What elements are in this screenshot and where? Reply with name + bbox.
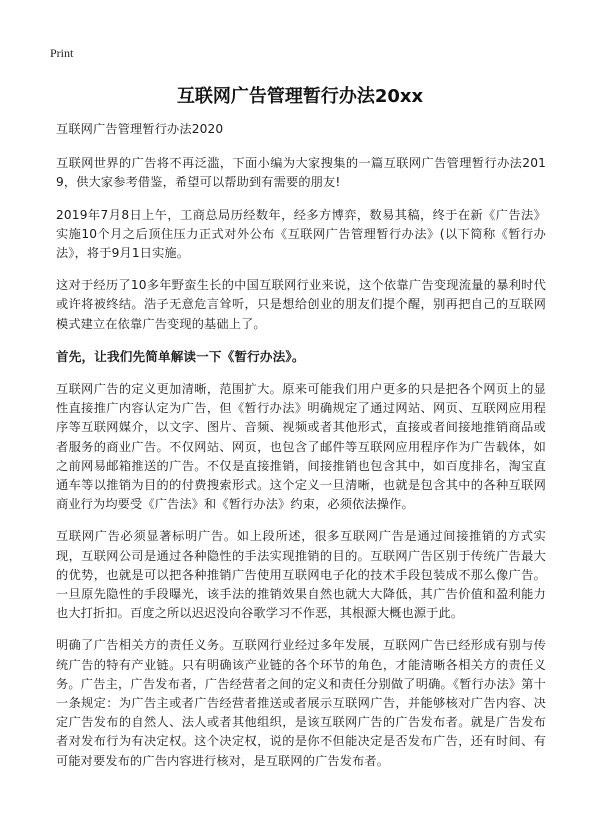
article-body <box>56 120 546 784</box>
definition-paragraph: 互联网广告的定义更加清晰，范围扩大。原来可能我们用户更多的只是把各个网页上的显性直接推广内容认定为广告，但《暂行办法》明确规定了通过网站、网页、互联网应用程序等互联网媒介，以文字、图片、音频、视频或者其他形式，直接或者间接地推销商品或者服务的商业广告。不仅网站、网页，也包含了邮件等互联网应用程序作为广告载体，如之前网易邮箱推送的广告。不仅是直接推销，间接推销也包含其中，如百度排名，淘宝直通车等以推销为目的的付费搜索形式。这个定义一旦清晰，也就是包含其中的各种互联网商业行为均要受《广告法》和《暂行办法》约束，必须依法操作。 <box>56 382 546 512</box>
labeling-paragraph: 互联网广告必须显著标明广告。如上段所述，很多互联网广告是通过间接推销的方式实现，互联网公司是通过各种隐性的手法实现推销的目的。互联网广告区别于传统广告最大的优势，也就是可以把各种推销广告使用互联网电子化的技术手段包装成不那么像广告。一旦原先隐性的手段曝光，该手法的推销效果自然也就大大降低，其广告价值和盈利能力也大打折扣。百度之所以迟迟没向谷歌学习不作恶，其根源大概也源于此。 <box>56 529 546 621</box>
page-title: 互联网广告管理暂行办法20xx <box>176 86 424 107</box>
announcement-paragraph: 2019年7月8日上午，工商总局历经数年，经多方博弈，数易其稿，终于在新《广告法》实施10个月之后顶住压力正式对外公布《互联网广告管理暂行办法》(以下简称《暂行办法》，将于9月1日实施。 <box>56 207 546 261</box>
article-subtitle: 互联网广告管理暂行办法2020 <box>56 122 224 136</box>
section-heading: 首先，让我们先简单解读一下《暂行办法》。 <box>56 348 305 364</box>
intro-paragraph: 互联网世界的广告将不再泛滥，下面小编为大家搜集的一篇互联网广告管理暂行办法2019，供大家参考借鉴，希望可以帮助到有需要的朋友! <box>56 156 546 190</box>
impact-paragraph: 这对于经历了10多年野蛮生长的中国互联网行业来说，这个依靠广告变现流量的暴利时代或许将被终结。浩子无意危言耸听，只是想给创业的朋友们提个醒，别再把自己的互联网模式建立在依靠广告变现的基础上了。 <box>56 278 546 331</box>
responsibility-paragraph: 明确了广告相关方的责任义务。互联网行业经过多年发展，互联网广告已经形成有别与传统广告的特有产业链。只有明确该产业链的各个环节的角色，才能清晰各相关方的责任义务。广告主，广告发布者，广告经营者之间的定义和责任分别做了明确。《暂行办法》第十一条规定：为广告主或者广告经营者推送或者展示互联网广告，并能够核对广告内容、决定广告发布的自然人、法人或者其他组织，是该互联网广告的广告发布者。就是广告发布者对发布行为有决定权。这个决定权，说的是你不但能决定是否发布广告，还有时间、有可能对要发布的广告内容进行核对，是互联网的广告发布者。 <box>56 638 546 768</box>
print-link[interactable]: Print <box>50 46 74 60</box>
